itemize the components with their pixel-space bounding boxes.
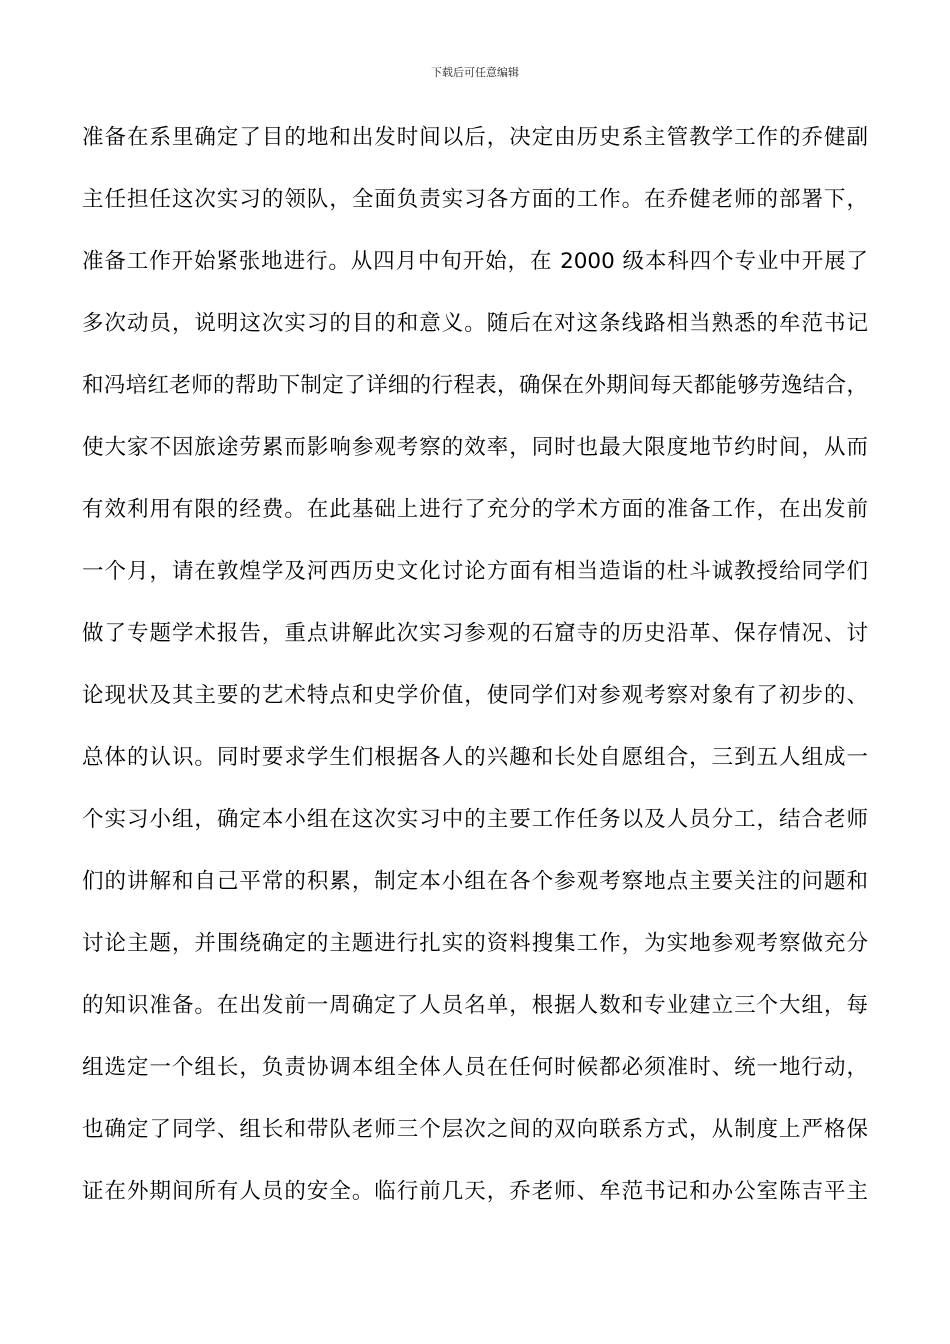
text-line: 有效利用有限的经费。在此基础上进行了充分的学术方面的准备工作，在出发前 xyxy=(82,497,868,522)
text-line: 总体的认识。同时要求学生们根据各人的兴趣和长处自愿组合，三到五人组成一 xyxy=(82,745,868,770)
text-line: 准备在系里确定了目的地和出发时间以后，决定由历史系主管教学工作的乔健副 xyxy=(82,125,868,150)
text-line: 多次动员，说明这次实习的目的和意义。随后在对这条线路相当熟悉的牟范书记 xyxy=(82,311,868,336)
text-line: 们的讲解和自己平常的积累，制定本小组在各个参观考察地点主要关注的问题和 xyxy=(82,869,868,894)
text-line: 组选定一个组长，负责协调本组全体人员在任何时候都必须准时、统一地行动， xyxy=(82,1055,868,1080)
text-line: 一个月，请在敦煌学及河西历史文化讨论方面有相当造诣的杜斗诚教授给同学们 xyxy=(82,559,868,584)
text-line: 准备工作开始紧张地进行。从四月中旬开始，在 2000 级本科四个专业中开展了 xyxy=(82,249,868,274)
text-line: 的知识准备。在出发前一周确定了人员名单，根据人数和专业建立三个大组，每 xyxy=(82,993,868,1018)
text-line: 个实习小组，确定本小组在这次实习中的主要工作任务以及人员分工，结合老师 xyxy=(82,807,868,832)
text-line: 也确定了同学、组长和带队老师三个层次之间的双向联系方式，从制度上严格保 xyxy=(82,1117,868,1142)
text-line: 主任担任这次实习的领队，全面负责实习各方面的工作。在乔健老师的部署下， xyxy=(82,187,868,212)
text-line: 和冯培红老师的帮助下制定了详细的行程表，确保在外期间每天都能够劳逸结合， xyxy=(82,373,868,398)
text-line: 论现状及其主要的艺术特点和史学价值，使同学们对参观考察对象有了初步的、 xyxy=(82,683,868,708)
page-header: 下载后可任意编辑 xyxy=(431,66,519,79)
text-line: 讨论主题，并围绕确定的主题进行扎实的资料搜集工作，为实地参观考察做充分 xyxy=(82,931,868,956)
text-line: 做了专题学术报告，重点讲解此次实习参观的石窟寺的历史沿革、保存情况、讨 xyxy=(82,621,868,646)
text-line: 证在外期间所有人员的安全。临行前几天，乔老师、牟范书记和办公室陈吉平主 xyxy=(82,1179,868,1204)
text-line: 使大家不因旅途劳累而影响参观考察的效率，同时也最大限度地节约时间，从而 xyxy=(82,435,868,460)
